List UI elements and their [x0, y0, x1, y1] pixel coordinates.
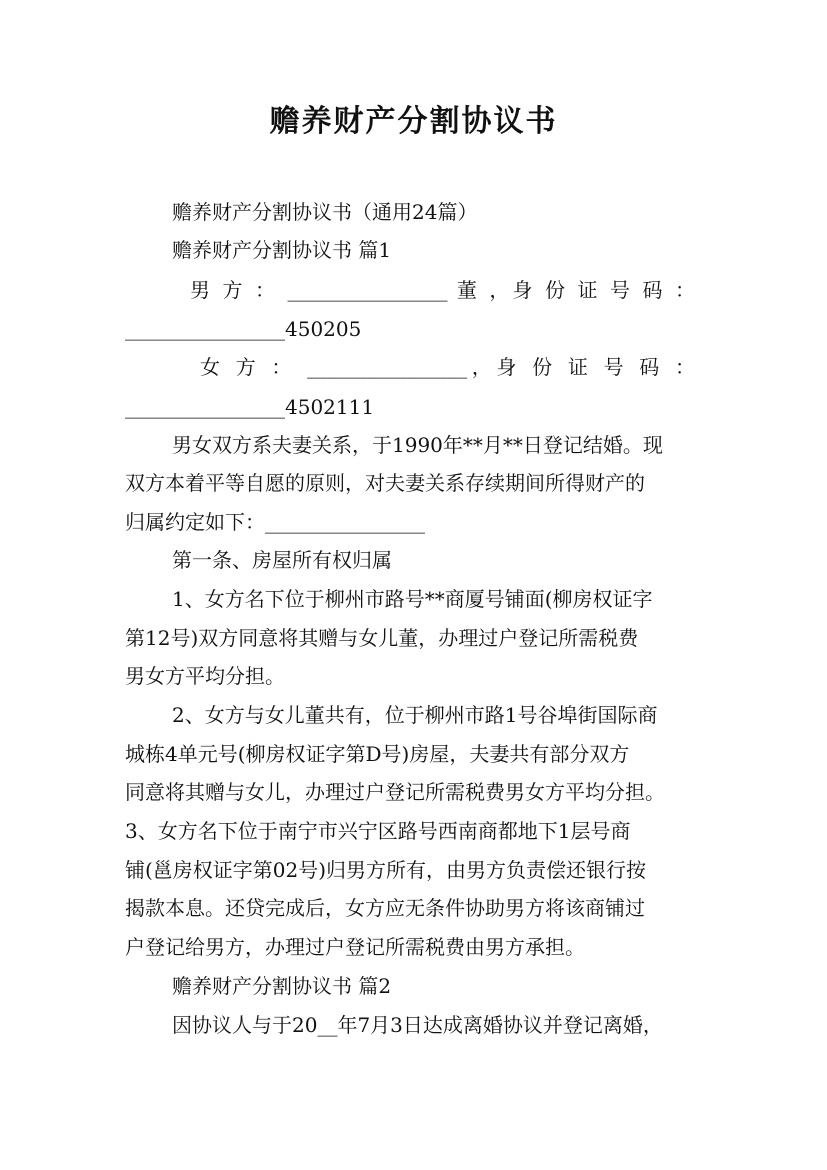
- paragraph-line: 同意将其赠与女儿，办理过户登记所需税费男女方平均分担。: [125, 780, 665, 804]
- paragraph-line: 双方本着平等自愿的原则，对夫妻关系存续期间所得财产的: [125, 471, 645, 495]
- paragraph-line: 因协议人与于20__年7月3日达成离婚协议并登记离婚，: [172, 1013, 663, 1037]
- paragraph-line: 3、女方名下位于南宁市兴宁区路号西南商都地下1层号商: [125, 819, 631, 843]
- paragraph-line: 2、女方与女儿董共有，位于柳州市路1号谷埠街国际商: [172, 703, 658, 727]
- paragraph-line: 户登记给男方，办理过户登记所需税费由男方承担。: [125, 935, 585, 959]
- section-heading-1: 赡养财产分割协议书 篇1: [172, 238, 392, 262]
- paragraph-line: 城栋4单元号(柳房权证字第D号)房屋，夫妻共有部分双方: [125, 742, 630, 766]
- article-heading: 第一条、房屋所有权归属: [172, 548, 392, 572]
- paragraph-line: 男女双方系夫妻关系，于1990年**月**日登记结婚。现: [172, 433, 663, 457]
- paragraph-line: 第12号)双方同意将其赠与女儿董，办理过户登记所需税费: [125, 626, 639, 650]
- paragraph-line: 归属约定如下：________________: [125, 510, 425, 534]
- paragraph-line: 铺(邕房权证字第02号)归男方所有，由男方负责偿还银行按: [125, 858, 647, 882]
- female-id-line: ________________4502111: [125, 395, 375, 419]
- female-party-line: 女 方 ： ________________，身 份 证 号 码 ：: [200, 355, 695, 379]
- male-party-line: 男 方 ： ________________ 董 ，身 份 证 号 码 ：: [190, 278, 695, 302]
- document-title: 赡养财产分割协议书: [269, 104, 558, 139]
- paragraph-line: 男女方平均分担。: [125, 664, 285, 688]
- paragraph-line: 揭款本息。还贷完成后，女方应无条件协助男方将该商铺过: [125, 896, 645, 920]
- subtitle-line: 赡养财产分割协议书（通用24篇）: [172, 200, 478, 224]
- paragraph-line: 1、女方名下位于柳州市路号**商厦号铺面(柳房权证字: [172, 587, 653, 611]
- section-heading-2: 赡养财产分割协议书 篇2: [172, 974, 392, 998]
- male-id-line: ________________450205: [125, 317, 362, 341]
